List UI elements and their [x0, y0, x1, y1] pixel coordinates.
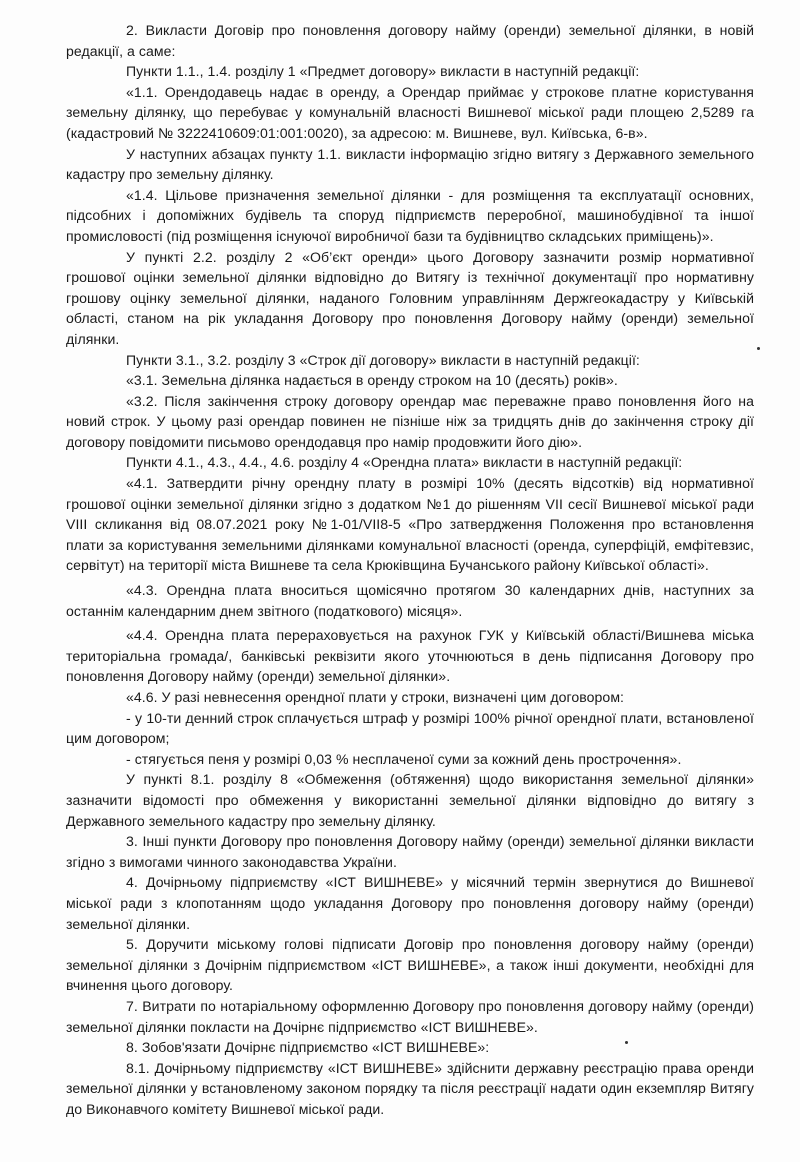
document-paragraph: «4.3. Орендна плата вноситься щомісячно протягом 30 календарних днів, наступних за останнім календарним днем звітного (податкового) місяця».	[66, 582, 754, 619]
document-paragraph: 8. Зобов'язати Дочірнє підприємство «ІСТ ВИШНЕВЕ»:	[126, 1039, 490, 1056]
document-paragraph: - стягується пеня у розмірі 0,03 % несплаченої суми за кожний день прострочення».	[126, 750, 682, 767]
document-paragraph: 4. Дочірньому підприємству «ІСТ ВИШНЕВЕ» у місячний термін звернутися до Вишневої міської ради з клопотанням щодо укладання Договору про поновлення договору найму (оренди) земельної ділянки.	[66, 874, 754, 932]
document-paragraph: У пункті 2.2. розділу 2 «Об’єкт оренди» цього Договору зазначити розмір нормативної грошової оцінки земельної ділянки відповідно до Витягу із технічної документації про нормативну грошову оцінку земельної ділянки, наданого Головним управлінням Держгеокадастру у Київській області, станом на рік укладання Договору про поновлення Договору найму (оренди) земельної ділянки.	[66, 248, 754, 347]
scan-speck	[757, 347, 760, 350]
document-paragraph: «3.2. Після закінчення строку договору орендар має переважне право поновлення його на новий строк. У цьому разі орендар повинен не пізніше ніж за тридцять днів до закінчення строку дії договору повідомити письмово орендодавця про намір продовжити його дію».	[66, 392, 754, 450]
document-paragraph: «3.1. Земельна ділянка надається в оренду строком на 10 (десять) років».	[126, 372, 618, 389]
document-paragraph: «4.1. Затвердити річну орендну плату в розмірі 10% (десять відсотків) від нормативної грошової оцінки земельної ділянки згідно з додатком №1 до рішенням VII сесії Вишневої міської ради VIII скликання від 08.07.2021 року №1-01/VII8-5 «Про затвердження Положення про встановлення плати за користування земельними ділянками комунальної власності (оренда, суперфіцій, емфітевзис, сервітут) на території міста Вишневе та села Крюківщина Бучанського району Київської області».	[66, 475, 754, 574]
document-paragraph: «4.6. У разі невнесення орендної плати у строки, визначені цим договором:	[126, 689, 625, 705]
document-paragraph: 5. Доручити міському голові підписати Договір про поновлення договору найму (оренди) земельної ділянки з Дочірнім підприємством «ІСТ ВИШНЕВЕ», а також інші документи, необхідні для вчинення цього договору.	[66, 936, 754, 994]
document-paragraph: У наступних абзацах пункту 1.1. викласти інформацію згідно витягу з Державного земельного кадастру про земельну ділянку.	[66, 145, 754, 183]
document-paragraph: - у 10-ти денний строк сплачується штраф у розмірі 100% річної орендної плати, встановленої цим договором;	[66, 709, 754, 747]
document-paragraph: «4.4. Орендна плата перераховується на рахунок ГУК у Київській області/Вишнева міська територіальна громада/, банківські реквізити якого уточнюються в день підписання Договору про поновлення Договору найму (оренди) земельної ділянки».	[66, 627, 754, 685]
document-paragraph: «1.4. Цільове призначення земельної ділянки - для розміщення та експлуатації основних, підсобних і допоміжних будівель та споруд підприємств переробної, машинобудівної та іншої промисловості (під розміщення існуючої виробничої бази та будівництво складських приміщень)».	[66, 186, 754, 244]
document-paragraph: У пункті 8.1. розділу 8 «Обмеження (обтяження) щодо використання земельної ділянки» зазначити відомості про обмеження у використанні земельної ділянки відповідно до витягу з Державного земельного кадастру про земельну ділянку.	[66, 771, 754, 829]
document-paragraph: Пункти 3.1., 3.2. розділу 3 «Строк дії договору» викласти в наступній редакції:	[126, 351, 640, 368]
document-paragraph: «1.1. Орендодавець надає в оренду, а Орендар приймає у строкове платне користування земельну ділянку, що перебуває у комунальній власності Вишневої міської ради площею 2,5289 га (кадастровий № 3222410609:01:001:0020), за адресою: м. Вишневе, вул. Київська, 6-в».	[66, 83, 754, 141]
document-paragraph: 8.1. Дочірньому підприємству «ІСТ ВИШНЕВЕ» здійснити державну реєстрацію права оренди земельної ділянки у встановленому законом порядку та після реєстрації надати один екземпляр Витягу до Виконавчого комітету Вишневої міської ради.	[66, 1059, 754, 1117]
document-paragraph: Пункти 4.1., 4.3., 4.4., 4.6. розділу 4 «Орендна плата» викласти в наступній редакції:	[126, 454, 683, 471]
document-body	[66, 20, 754, 1119]
document-paragraph: 3. Інші пункти Договору про поновлення Договору найму (оренди) земельної ділянки викласти згідно з вимогами чинного законодавства України.	[66, 833, 754, 870]
document-paragraph: Пункти 1.1., 1.4. розділу 1 «Предмет договору» викласти в наступній редакції:	[126, 63, 640, 80]
document-paragraph: 7. Витрати по нотаріальному оформленню Договору про поновлення договору найму (оренди) земельної ділянки покласти на Дочірнє підприємство «ІСТ ВИШНЕВЕ».	[66, 997, 754, 1035]
scan-speck	[625, 1041, 628, 1044]
document-paragraph: 2. Викласти Договір про поновлення договору найму (оренди) земельної ділянки, в новій редакції, а саме:	[66, 22, 754, 59]
